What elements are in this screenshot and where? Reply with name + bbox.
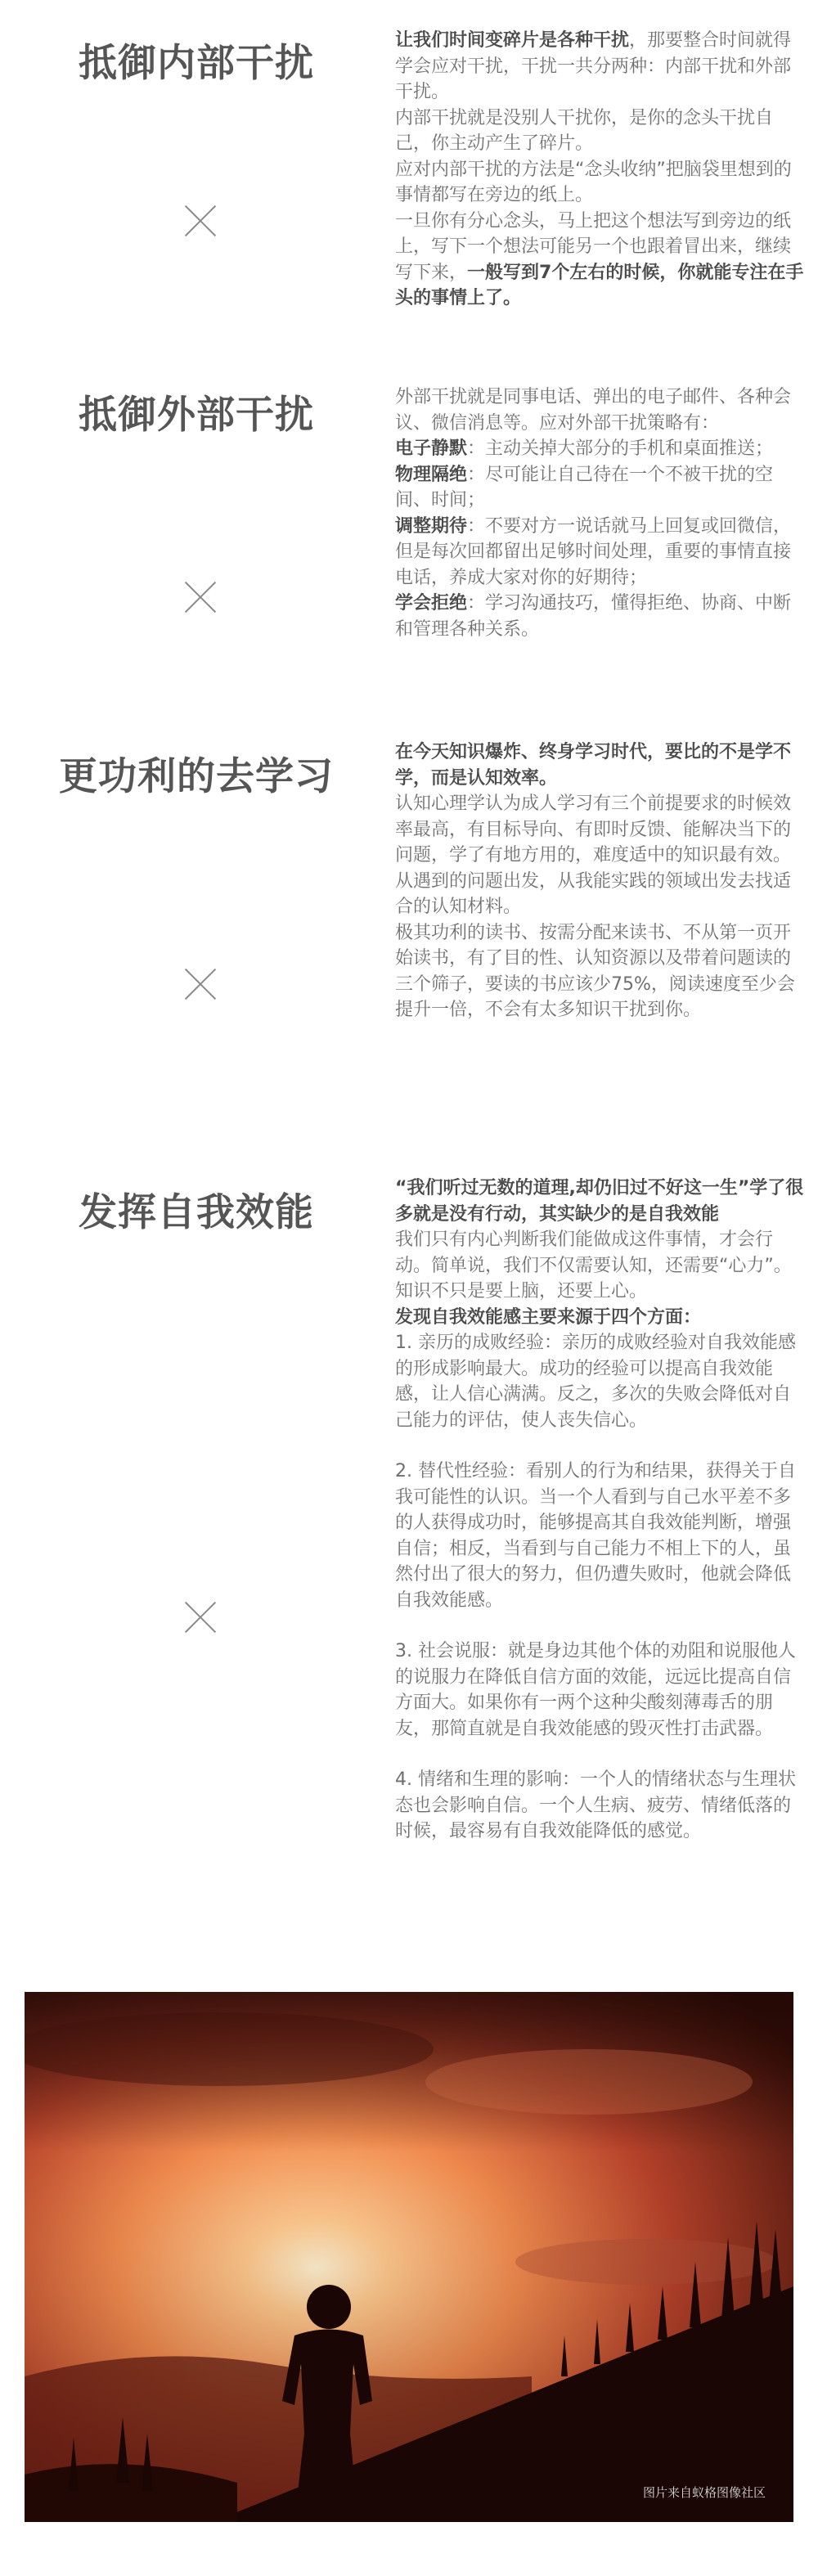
bold-text: 一般写到7个左右的时候，你就能专注在手头的事情上了。 (395, 262, 804, 308)
paragraph (395, 740, 804, 791)
section-body (395, 28, 804, 312)
text-run: 3. 社会说服：就是身边其他个体的劝阻和说服他人的说服力在降低自信方面的效能，远远比提高自信方面大。如果你有一两个这种尖酸刻薄毒舌的朋友，那简直就是自我效能感的毁灭性打击武器。 (395, 1641, 796, 1739)
cross-icon (184, 1601, 217, 1634)
paragraph (395, 384, 804, 436)
text-run: 内部干扰就是没别人干扰你，是你的念头干扰自己，你主动产生了碎片。 (395, 107, 774, 154)
sunset-hiker-photo (25, 1992, 793, 2522)
paragraph (395, 209, 804, 312)
paragraph (395, 920, 804, 1023)
text-run: 1. 亲历的成败经验：亲历的成败经验对自我效能感的形成影响最大。成功的经验可以提高自我效能感，让人信心满满。反之，多次的失败会降低对自己能力的评估，使人丧失信心。 (395, 1333, 796, 1431)
paragraph (395, 1330, 804, 1433)
text-run: 我们只有内心判断我们能做成这件事情，才会行动。简单说，我们不仅需要认知，还需要“心力”。知识不只是要上脑，还要上心。 (395, 1230, 792, 1301)
bold-text: 物理隔绝 (395, 464, 468, 485)
paragraph (395, 869, 804, 920)
text-run: 一旦你有分心念头，马上把这个想法写到旁边的纸上，写下一个想法可能另一个也跟着冒出来，继续写下来， (395, 210, 792, 283)
paragraph-gap (395, 1742, 804, 1767)
section-title: 更功利的去学习 (59, 754, 334, 799)
text-run: ：学习沟通技巧，懂得拒绝、协商、中断和管理各种关系。 (395, 593, 792, 640)
section-body (395, 384, 804, 642)
text-run: ：不要对方一说话就马上回复或回微信，但是每次回都留出足够时间处理，重要的事情直接电话，养成大家对你的好期待； (395, 515, 792, 588)
paragraph (395, 1305, 804, 1331)
section-title: 抵御内部干扰 (79, 41, 314, 86)
text-run: 外部干扰就是同事电话、弹出的电子邮件、各种会议、微信消息等。应对外部干扰策略有： (395, 387, 792, 434)
bold-text: 调整期待 (395, 515, 468, 537)
section-title: 发挥自我效能 (79, 1190, 314, 1235)
section-body (395, 1176, 804, 1845)
section-title: 抵御外部干扰 (79, 393, 314, 438)
paragraph (395, 106, 804, 157)
cross-icon (184, 581, 217, 614)
bold-text: 电子静默 (395, 438, 468, 459)
paragraph (395, 1639, 804, 1742)
section-body (395, 740, 804, 1023)
paragraph (395, 1459, 804, 1613)
paragraph-gap (395, 1613, 804, 1639)
text-run: ：主动关掉大部分的手机和桌面推送； (467, 438, 774, 459)
paragraph (395, 514, 804, 591)
photo-credit: 图片来自蚁格图像社区 (642, 2485, 766, 2500)
text-run: 从遇到的问题出发，从我能实践的领域出发去找适合的认知材料。 (395, 870, 792, 917)
text-run: 认知心理学认为成人学习有三个前提要求的时候效率最高，有目标导向、有即时反馈、能解决当下的问题，学了有地方用的，难度适中的知识最有效。 (395, 793, 792, 865)
paragraph-gap (395, 1433, 804, 1459)
paragraph (395, 28, 804, 106)
paragraph (395, 1176, 804, 1227)
bold-text: 学会拒绝 (395, 593, 468, 614)
paragraph (395, 157, 804, 209)
text-run: ，那要整合时间就得学会应对干扰，干扰一共分两种：内部干扰和外部干扰。 (395, 30, 792, 102)
text-run: 极其功利的读书、按需分配来读书、不从第一页开始读书，有了目的性、认知资源以及带着问题读的三个筛子，要读的书应该少75%，阅读速度至少会提升一倍，不会有太多知识干扰到你。 (395, 922, 795, 1020)
paragraph (395, 1767, 804, 1845)
bold-text: “我们听过无数的道理,却仍旧过不好这一生”学了很多就是没有行动，其实缺少的是自我效能 (395, 1178, 804, 1225)
paragraph (395, 462, 804, 514)
cross-icon (184, 205, 217, 237)
text-run: 4. 情绪和生理的影响：一个人的情绪状态与生理状态也会影响自信。一个人生病、疲劳、情绪低落的时候，最容易有自我效能降低的感觉。 (395, 1769, 796, 1841)
paragraph (395, 1227, 804, 1305)
paragraph (395, 436, 804, 462)
paragraph (395, 791, 804, 869)
cross-icon (184, 968, 217, 1000)
text-run: 应对内部干扰的方法是“念头收纳”把脑袋里想到的事情都写在旁边的纸上。 (395, 159, 792, 205)
photo-illustration (25, 1992, 793, 2522)
bold-text: 发现自我效能感主要来源于四个方面： (395, 1306, 702, 1328)
bold-text: 在今天知识爆炸、终身学习时代，要比的不是学不学，而是认知效率。 (395, 742, 792, 789)
text-run: 2. 替代性经验：看别人的行为和结果，获得关于自我可能性的认识。当一个人看到与自己水平差不多的人获得成功时，能够提高其自我效能判断，增强自信；相反，当看到与自己能力不相上下的人，虽然付出了很大的努力，但仍遭失败时，他就会降低自我效能感。 (395, 1461, 796, 1611)
bold-text: 让我们时间变碎片是各种干扰 (395, 30, 630, 51)
paragraph (395, 591, 804, 642)
text-run: ：尽可能让自己待在一个不被干扰的空间、时间； (395, 464, 774, 510)
